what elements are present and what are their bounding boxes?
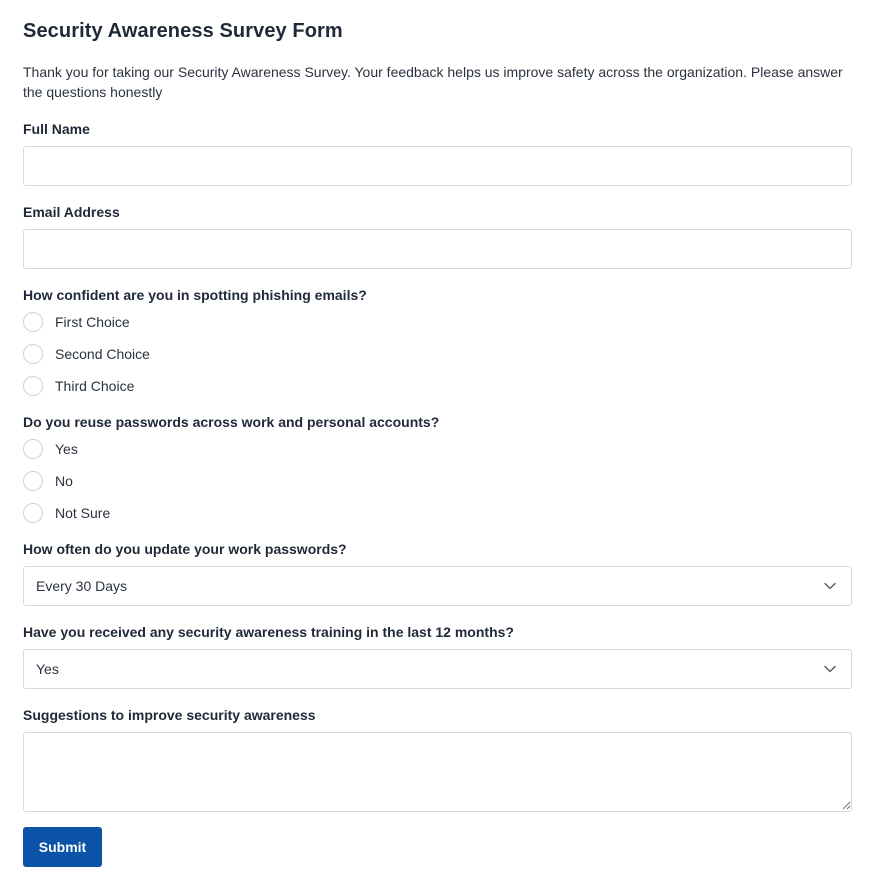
training-received-label: Have you received any security awareness training in the last 12 months?: [23, 624, 514, 640]
full-name-input[interactable]: [23, 146, 852, 186]
form-title: Security Awareness Survey Form: [23, 20, 343, 42]
email-input[interactable]: [23, 229, 852, 269]
radio-label: Second Choice: [55, 346, 150, 362]
full-name-label: Full Name: [23, 121, 90, 137]
chevron-down-icon: [823, 662, 837, 676]
radio-option-first-choice[interactable]: [23, 312, 130, 332]
radio-label: Not Sure: [55, 505, 111, 521]
suggestions-label: Suggestions to improve security awareness: [23, 707, 316, 723]
suggestions-textarea[interactable]: [23, 732, 852, 812]
radio-option-not-sure[interactable]: [23, 503, 110, 523]
radio-label: Third Choice: [55, 378, 135, 394]
radio-label: First Choice: [55, 314, 130, 330]
password-reuse-label: Do you reuse passwords across work and personal accounts?: [23, 414, 440, 430]
form-intro: Thank you for taking our Security Awareness Survey. Your feedback helps us improve safety across the organization. Please answer the questions honestly: [23, 64, 843, 100]
radio-button[interactable]: [23, 471, 43, 491]
radio-option-third-choice[interactable]: [23, 376, 134, 396]
radio-option-no[interactable]: [23, 471, 73, 491]
training-received-select[interactable]: [23, 649, 852, 689]
resize-handle-icon[interactable]: [841, 800, 851, 810]
password-update-label: How often do you update your work passwords?: [23, 541, 347, 557]
radio-button[interactable]: [23, 312, 43, 332]
radio-button[interactable]: [23, 503, 43, 523]
radio-button[interactable]: [23, 344, 43, 364]
select-value: Every 30 Days: [36, 578, 128, 594]
radio-label: No: [55, 473, 73, 489]
radio-button[interactable]: [23, 439, 43, 459]
radio-option-yes[interactable]: [23, 439, 78, 459]
phishing-confidence-label: How confident are you in spotting phishing emails?: [23, 287, 367, 303]
radio-option-second-choice[interactable]: [23, 344, 150, 364]
select-value: Yes: [36, 661, 59, 677]
email-label: Email Address: [23, 204, 120, 220]
password-update-select[interactable]: [23, 566, 852, 606]
submit-button[interactable]: Submit: [23, 827, 102, 867]
radio-button[interactable]: [23, 376, 43, 396]
chevron-down-icon: [823, 579, 837, 593]
radio-label: Yes: [55, 441, 78, 457]
